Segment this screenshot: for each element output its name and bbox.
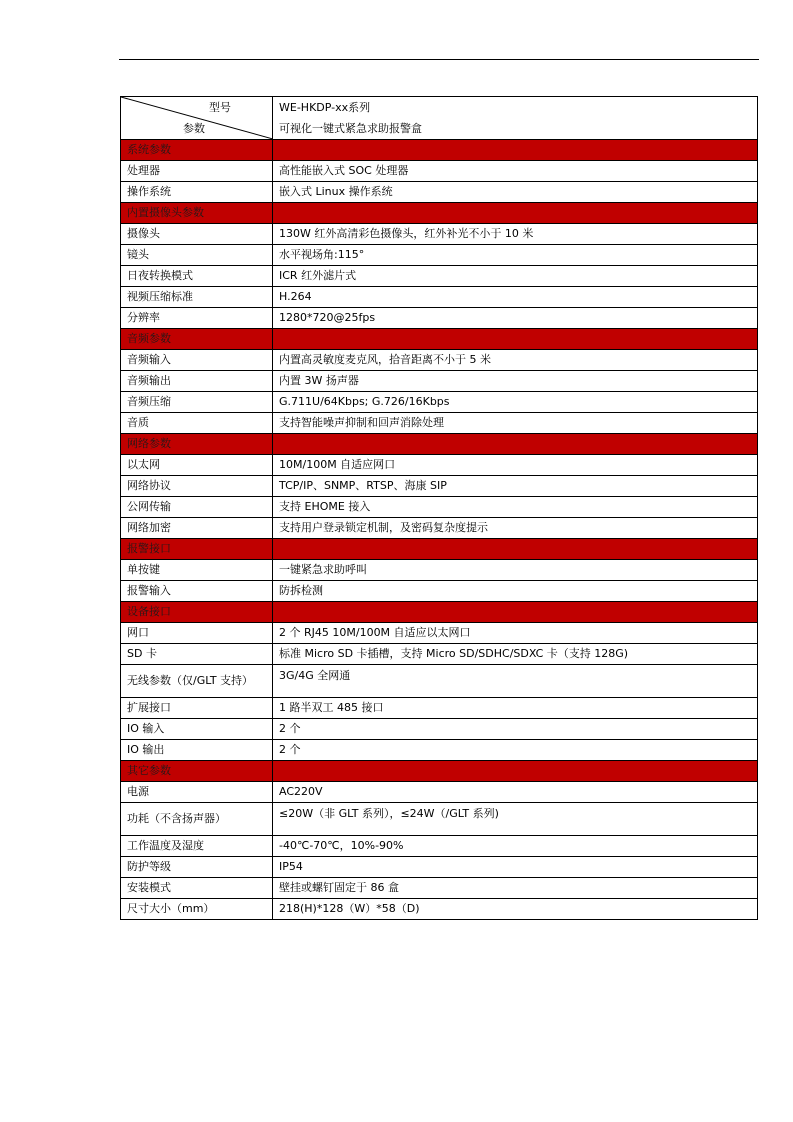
param-value: TCP/IP、SNMP、RTSP、海康 SIP xyxy=(273,476,758,497)
param-label: 网络加密 xyxy=(121,518,273,539)
param-label: SD 卡 xyxy=(121,644,273,665)
corner-param-label: 参数 xyxy=(183,122,205,135)
param-label: 分辨率 xyxy=(121,308,273,329)
table-row xyxy=(121,644,758,665)
header-rule xyxy=(119,59,759,60)
param-label: 日夜转换模式 xyxy=(121,266,273,287)
param-value: 218(H)*128（W）*58（D) xyxy=(273,899,758,920)
section-header-row xyxy=(121,602,758,623)
table-row xyxy=(121,899,758,920)
param-value: AC220V xyxy=(273,782,758,803)
table-row xyxy=(121,518,758,539)
param-label: 功耗（不含扬声器） xyxy=(121,803,273,836)
param-value: 壁挂或螺钉固定于 86 盒 xyxy=(273,878,758,899)
param-label: 音频输入 xyxy=(121,350,273,371)
table-row xyxy=(121,878,758,899)
section-title: 系统参数 xyxy=(121,140,273,161)
section-title: 报警接口 xyxy=(121,539,273,560)
param-label: 处理器 xyxy=(121,161,273,182)
table-row xyxy=(121,719,758,740)
section-header-row xyxy=(121,761,758,782)
section-blank-cell xyxy=(273,539,758,560)
table-row xyxy=(121,371,758,392)
spec-table xyxy=(120,96,758,920)
param-value: 1 路半双工 485 接口 xyxy=(273,698,758,719)
section-title: 设备接口 xyxy=(121,602,273,623)
spec-table-body xyxy=(121,97,758,920)
param-label: 网络协议 xyxy=(121,476,273,497)
param-value: 支持用户登录锁定机制，及密码复杂度提示 xyxy=(273,518,758,539)
model-description: 可视化一键式紧急求助报警盒 xyxy=(279,122,422,135)
param-label: 操作系统 xyxy=(121,182,273,203)
param-label: IO 输入 xyxy=(121,719,273,740)
param-value: 2 个 xyxy=(273,719,758,740)
param-value: 防拆检测 xyxy=(273,581,758,602)
table-row xyxy=(121,665,758,698)
table-row xyxy=(121,740,758,761)
param-label: 网口 xyxy=(121,623,273,644)
param-value: 支持智能噪声抑制和回声消除处理 xyxy=(273,413,758,434)
param-value: 一键紧急求助呼叫 xyxy=(273,560,758,581)
param-label: 音频压缩 xyxy=(121,392,273,413)
table-row xyxy=(121,266,758,287)
table-row xyxy=(121,308,758,329)
model-name: WE-HKDP-xx系列 xyxy=(279,101,371,114)
param-label: 扩展接口 xyxy=(121,698,273,719)
table-row xyxy=(121,161,758,182)
param-value: ≤20W（非 GLT 系列），≤24W（/GLT 系列) xyxy=(273,803,758,836)
table-row xyxy=(121,245,758,266)
param-value: 130W 红外高清彩色摄像头，红外补光不小于 10 米 xyxy=(273,224,758,245)
param-label: 镜头 xyxy=(121,245,273,266)
section-title: 内置摄像头参数 xyxy=(121,203,273,224)
param-label: 以太网 xyxy=(121,455,273,476)
param-label: IO 输出 xyxy=(121,740,273,761)
table-row xyxy=(121,224,758,245)
section-header-row xyxy=(121,539,758,560)
param-value: 水平视场角:115° xyxy=(273,245,758,266)
section-blank-cell xyxy=(273,602,758,623)
param-label: 防护等级 xyxy=(121,857,273,878)
param-value: 2 个 xyxy=(273,740,758,761)
section-blank-cell xyxy=(273,761,758,782)
param-value: G.711U/64Kbps; G.726/16Kbps xyxy=(273,392,758,413)
param-value: -40℃-70℃，10%-90% xyxy=(273,836,758,857)
param-value: 1280*720@25fps xyxy=(273,308,758,329)
table-row xyxy=(121,836,758,857)
table-row xyxy=(121,455,758,476)
table-row xyxy=(121,350,758,371)
param-value: 2 个 RJ45 10M/100M 自适应以太网口 xyxy=(273,623,758,644)
section-title: 其它参数 xyxy=(121,761,273,782)
param-label: 音频输出 xyxy=(121,371,273,392)
table-row xyxy=(121,182,758,203)
param-value: 内置高灵敏度麦克风，拾音距离不小于 5 米 xyxy=(273,350,758,371)
table-row xyxy=(121,497,758,518)
table-row xyxy=(121,782,758,803)
param-label: 音质 xyxy=(121,413,273,434)
section-header-row xyxy=(121,203,758,224)
table-row xyxy=(121,287,758,308)
section-title: 网络参数 xyxy=(121,434,273,455)
table-row xyxy=(121,623,758,644)
table-row xyxy=(121,476,758,497)
section-blank-cell xyxy=(273,434,758,455)
param-label: 摄像头 xyxy=(121,224,273,245)
diagonal-header-cell xyxy=(121,97,273,140)
table-row xyxy=(121,803,758,836)
table-header-row xyxy=(121,97,758,140)
param-label: 安装模式 xyxy=(121,878,273,899)
param-label: 电源 xyxy=(121,782,273,803)
section-title: 音频参数 xyxy=(121,329,273,350)
param-value: IP54 xyxy=(273,857,758,878)
param-value: 标准 Micro SD 卡插槽，支持 Micro SD/SDHC/SDXC 卡（支持 128G) xyxy=(273,644,758,665)
param-label: 公网传输 xyxy=(121,497,273,518)
table-row xyxy=(121,560,758,581)
param-label: 无线参数（仅/GLT 支持） xyxy=(121,665,273,698)
param-value: 10M/100M 自适应网口 xyxy=(273,455,758,476)
param-value: H.264 xyxy=(273,287,758,308)
param-value: 支持 EHOME 接入 xyxy=(273,497,758,518)
corner-model-label: 型号 xyxy=(209,101,231,114)
table-row xyxy=(121,581,758,602)
section-header-row xyxy=(121,140,758,161)
table-row xyxy=(121,413,758,434)
section-blank-cell xyxy=(273,329,758,350)
section-blank-cell xyxy=(273,140,758,161)
section-header-row xyxy=(121,434,758,455)
param-value: 内置 3W 扬声器 xyxy=(273,371,758,392)
param-value: 3G/4G 全网通 xyxy=(273,665,758,698)
table-row xyxy=(121,698,758,719)
param-label: 视频压缩标准 xyxy=(121,287,273,308)
section-header-row xyxy=(121,329,758,350)
param-label: 尺寸大小（mm） xyxy=(121,899,273,920)
model-cell xyxy=(273,97,758,140)
param-value: 嵌入式 Linux 操作系统 xyxy=(273,182,758,203)
param-value: 高性能嵌入式 SOC 处理器 xyxy=(273,161,758,182)
section-blank-cell xyxy=(273,203,758,224)
table-row xyxy=(121,857,758,878)
param-label: 单按键 xyxy=(121,560,273,581)
table-row xyxy=(121,392,758,413)
param-label: 工作温度及湿度 xyxy=(121,836,273,857)
param-value: ICR 红外滤片式 xyxy=(273,266,758,287)
param-label: 报警输入 xyxy=(121,581,273,602)
